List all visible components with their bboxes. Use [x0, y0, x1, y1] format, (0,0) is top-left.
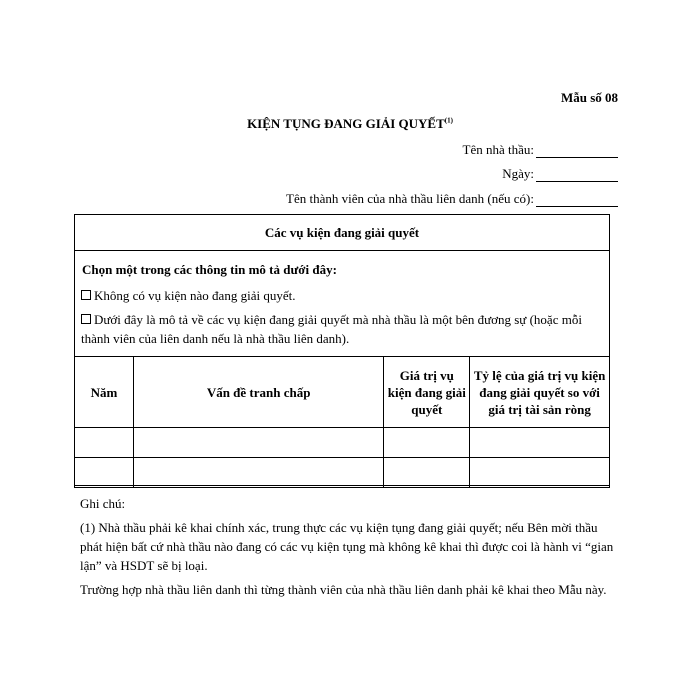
form-number: Mẫu số 08	[560, 90, 618, 105]
date-label: Ngày:	[502, 166, 534, 181]
table-cell[interactable]	[75, 458, 134, 488]
header-year: Năm	[75, 357, 134, 428]
header-value-ratio: Tỷ lệ của giá trị vụ kiện đang giải quyết so với giá trị tài sản ròng	[470, 357, 610, 428]
choose-prompt: Chọn một trong các thông tin mô tả dưới đây:	[82, 262, 337, 277]
note-1: (1) Nhà thầu phải kê khai chính xác, trung thực các vụ kiện tụng đang giải quyết; nếu Bên mời thầu phát hiện bất cứ nhà thầu nào đang có các vụ kiện tụng mà không kê khai thì được coi là hành vi “gian lận” và HSDT sẽ bị loại.	[80, 520, 614, 573]
notes-heading: Ghi chú:	[80, 496, 126, 511]
option-text-1: Không có vụ kiện nào đang giải quyết.	[94, 288, 296, 303]
option-text-2: Dưới đây là mô tả về các vụ kiện đang giải quyết mà nhà thầu là một bên đương sự (hoặc mỗi thành viên của liên danh nếu là nhà thầu liên danh).	[81, 312, 582, 346]
contractor-name-blank[interactable]	[536, 145, 618, 158]
note-2: Trường hợp nhà thầu liên danh thì từng thành viên của nhà thầu liên danh phải kê khai theo Mẫu này.	[80, 582, 607, 597]
litigation-form-frame	[74, 214, 610, 486]
table-cell[interactable]	[384, 458, 470, 488]
member-name-label: Tên thành viên của nhà thầu liên danh (nếu có):	[286, 191, 534, 206]
table-cell[interactable]	[133, 428, 383, 458]
contractor-name-line	[463, 142, 618, 158]
section-header: Các vụ kiện đang giải quyết	[75, 215, 609, 251]
option-checkbox-1[interactable]	[81, 290, 91, 300]
title-text: KIỆN TỤNG ĐANG GIẢI QUYẾT	[247, 116, 445, 131]
litigation-table	[74, 356, 610, 488]
option-checkbox-2[interactable]	[81, 314, 91, 324]
table-cell[interactable]	[75, 428, 134, 458]
table-row	[75, 458, 610, 488]
member-name-line	[286, 191, 618, 207]
header-case-value: Giá trị vụ kiện đang giải quyết	[384, 357, 470, 428]
table-cell[interactable]	[470, 458, 610, 488]
table-cell[interactable]	[384, 428, 470, 458]
contractor-name-label: Tên nhà thầu:	[462, 142, 534, 157]
table-row	[75, 428, 610, 458]
header-dispute-issue: Vấn đề tranh chấp	[133, 357, 383, 428]
table-header-row	[75, 357, 610, 428]
member-name-blank[interactable]	[536, 194, 618, 207]
table-cell[interactable]	[133, 458, 383, 488]
table-cell[interactable]	[470, 428, 610, 458]
date-line	[502, 166, 618, 182]
title-footnote-ref: (1)	[444, 116, 453, 125]
option-has-litigation	[81, 310, 601, 348]
page-title	[0, 116, 700, 132]
date-blank[interactable]	[536, 169, 618, 182]
option-no-litigation	[81, 286, 601, 305]
